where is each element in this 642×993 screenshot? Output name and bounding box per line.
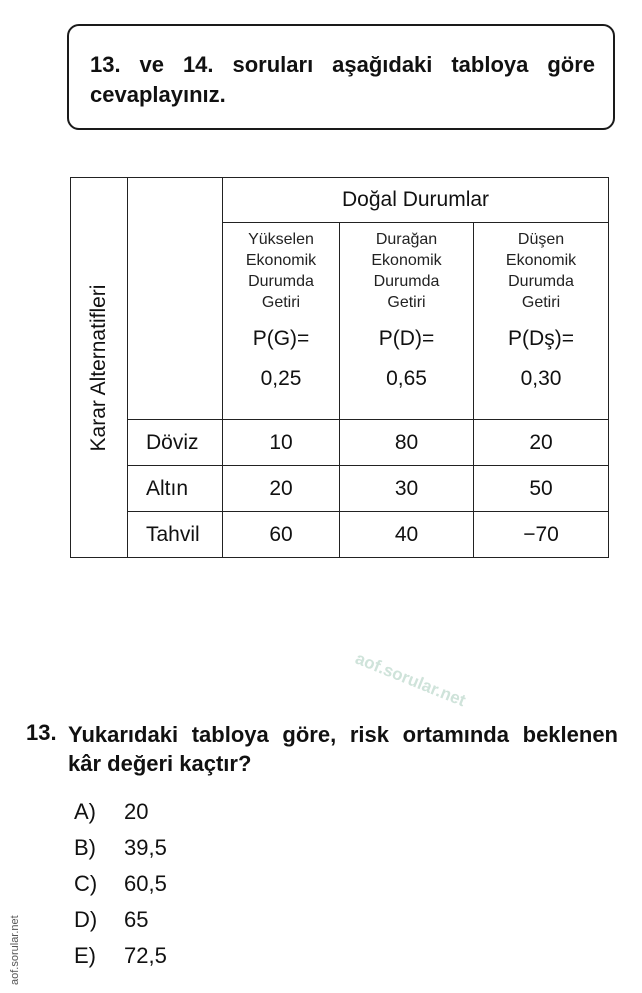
column-desc-line: Durağan [375, 231, 438, 248]
option-value: 39,5 [124, 835, 167, 860]
table-cell: 30 [340, 466, 474, 512]
table-cell: 20 [223, 466, 340, 512]
column-desc-line: Düşen [517, 231, 565, 248]
option-value: 65 [124, 907, 149, 932]
table-row [71, 420, 609, 466]
probability-label: P(D)= [378, 327, 435, 350]
column-desc-line: Yükselen [248, 231, 314, 248]
option-d[interactable] [74, 907, 148, 937]
question-text: Yukarıdaki tabloya göre, risk ortamında beklenen kâr değeri kaçtır? [68, 722, 618, 776]
column-stable [340, 223, 474, 420]
table-cell: 80 [340, 420, 474, 466]
probability-label: P(Dş)= [508, 327, 574, 350]
side-label: Karar Alternatifleri [87, 284, 110, 451]
table-cell: 20 [474, 420, 609, 466]
instruction-box [67, 24, 615, 130]
table-cell: 10 [223, 420, 340, 466]
option-label: A) [74, 799, 96, 824]
column-desc-line: Getiri [521, 294, 561, 311]
option-a[interactable] [74, 799, 148, 829]
table-cell: 60 [223, 512, 340, 558]
option-b[interactable] [74, 835, 167, 865]
column-desc-line: Ekonomik [245, 252, 317, 269]
side-watermark: aof.sorular.net [9, 915, 21, 985]
row-label: Altın [128, 466, 223, 512]
empty-corner-cell [128, 178, 223, 420]
row-label: Tahvil [128, 512, 223, 558]
column-desc-line: Ekonomik [371, 252, 442, 269]
option-c[interactable] [74, 871, 167, 901]
instruction-text: 13. ve 14. soruları aşağıdaki tabloya göre cevaplayınız. [90, 52, 595, 107]
option-e[interactable] [74, 943, 167, 973]
watermark: aof.sorular.net [352, 648, 469, 711]
probability-value: 0,30 [520, 367, 562, 390]
column-desc-line: Durumda [248, 273, 314, 290]
probability-value: 0,65 [386, 367, 427, 390]
option-label: D) [74, 907, 98, 932]
column-desc-line: Getiri [261, 294, 301, 311]
column-desc-line: Durumda [373, 273, 440, 290]
table-cell: 40 [340, 512, 474, 558]
option-label: B) [74, 835, 96, 860]
option-value: 20 [124, 799, 149, 824]
column-desc-line: Ekonomik [505, 252, 577, 269]
table-cell: −70 [474, 512, 609, 558]
option-label: C) [74, 871, 98, 896]
decision-table [70, 177, 609, 558]
column-desc-line: Getiri [387, 294, 426, 311]
table-row [71, 466, 609, 512]
side-label-cell [71, 178, 128, 558]
option-value: 72,5 [124, 943, 167, 968]
table-row [71, 512, 609, 558]
column-falling [474, 223, 609, 420]
table-cell: 50 [474, 466, 609, 512]
option-label: E) [74, 943, 96, 968]
question-number: 13. [26, 720, 57, 745]
column-desc-line: Durumda [508, 273, 574, 290]
table-header: Doğal Durumlar [223, 178, 609, 223]
option-value: 60,5 [124, 871, 167, 896]
probability-label: P(G)= [252, 327, 310, 350]
column-rising [223, 223, 340, 420]
probability-value: 0,25 [260, 367, 302, 390]
row-label: Döviz [128, 420, 223, 466]
